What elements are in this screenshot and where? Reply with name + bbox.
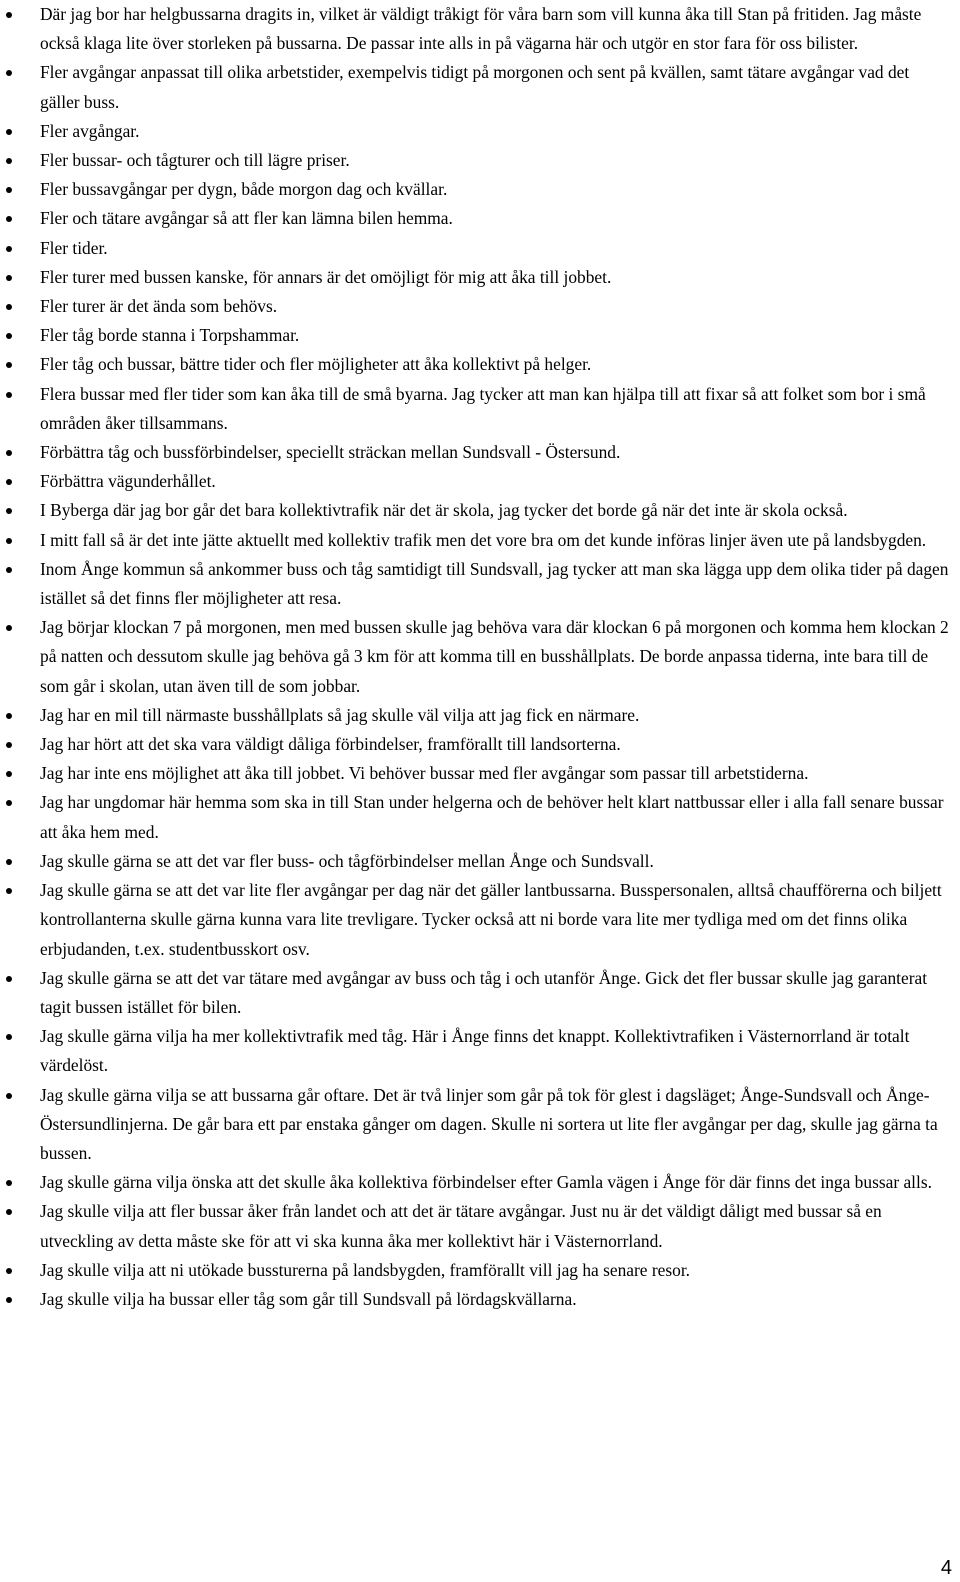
list-item-text: Fler turer med bussen kanske, för annars är det omöjligt för mig att åka till jobbet.: [40, 266, 612, 287]
list-item-text: Fler avgångar anpassat till olika arbetstider, exempelvis tidigt på morgonen och sent på kvällen, samt tätare avgångar vad det gäller buss.: [40, 62, 910, 112]
list-item: [40, 438, 952, 467]
list-item: [40, 1256, 952, 1285]
list-item: [40, 380, 952, 438]
bullet-icon: [6, 12, 12, 18]
list-item: [40, 730, 952, 759]
bullet-icon: [6, 129, 12, 135]
bullet-icon: [6, 450, 12, 456]
list-item: [40, 964, 952, 1022]
list-item: [40, 117, 952, 146]
bullet-icon: [6, 333, 12, 339]
list-item-text: Jag har hört att det ska vara väldigt dåliga förbindelser, framförallt till landsorterna.: [40, 734, 621, 755]
list-item-text: Fler avgångar.: [40, 120, 140, 141]
bullet-icon: [6, 70, 12, 76]
bullet-icon: [6, 1093, 12, 1099]
list-item-text: Jag har en mil till närmaste busshållplats så jag skulle väl vilja att jag fick en närmare.: [40, 704, 640, 725]
bullet-icon: [6, 625, 12, 631]
list-item-text: Flera bussar med fler tider som kan åka till de små byarna. Jag tycker att man kan hjälpa till att fixar så att folket som bor i små områden åker tillsammans.: [40, 383, 926, 433]
list-item-text: Fler tåg och bussar, bättre tider och fler möjligheter att åka kollektivt på helger.: [40, 354, 592, 375]
list-item-text: Jag skulle gärna vilja ha mer kollektivtrafik med tåg. Här i Ånge finns det knappt. Kollektivtrafiken i Västernorrland är totalt värdelöst.: [40, 1026, 910, 1076]
list-item: [40, 613, 952, 701]
list-item-text: Fler bussar- och tågturer och till lägre priser.: [40, 150, 350, 171]
list-item: [40, 263, 952, 292]
bullet-icon: [6, 1180, 12, 1186]
list-item-text: Fler tider.: [40, 237, 108, 258]
list-item: [40, 0, 952, 58]
list-item: [40, 321, 952, 350]
list-item: [40, 292, 952, 321]
bullet-icon: [6, 800, 12, 806]
list-item-text: Jag skulle vilja att fler bussar åker från landet och att det är tätare avgångar. Just nu är det väldigt dåligt med bussar så en utveckling av detta måste ske för att vi ska kunna åka mer kollektivt här i Västernorrland.: [40, 1201, 882, 1251]
list-item: [40, 350, 952, 379]
list-item-text: Jag skulle gärna se att det var lite fler avgångar per dag när det gäller lantbussarna. Busspersonalen, alltså chaufförerna och biljett kontrollanterna skulle gärna kunna vara lite trevligare. Tycker också att ni borde vara lite mer tydliga med om det finns olika erbjudanden, t.ex. studentbusskort osv.: [40, 880, 942, 959]
list-item: [40, 701, 952, 730]
list-item-text: Jag har inte ens möjlighet att åka till jobbet. Vi behöver bussar med fler avgångar som passar till arbetstiderna.: [40, 763, 809, 784]
bullet-icon: [6, 362, 12, 368]
list-item-text: Jag skulle vilja ha bussar eller tåg som går till Sundsvall på lördagskvällarna.: [40, 1288, 577, 1309]
list-item-text: Fler och tätare avgångar så att fler kan lämna bilen hemma.: [40, 208, 453, 229]
list-item: [40, 1168, 952, 1197]
list-item-text: I mitt fall så är det inte jätte aktuellt med kollektiv trafik men det vore bra om det kunde införas linjer även ute på landsbygden.: [40, 529, 927, 550]
bullet-icon: [6, 304, 12, 310]
list-item: [40, 555, 952, 613]
list-item-text: Inom Ånge kommun så ankommer buss och tåg samtidigt till Sundsvall, jag tycker att man ska lägga upp dem olika tider på dagen istället så det finns fler möjligheter att resa.: [40, 558, 949, 609]
list-item: [40, 759, 952, 788]
bullet-icon: [6, 1297, 12, 1303]
page-number: 4: [940, 1557, 952, 1579]
list-item-text: Jag skulle gärna vilja se att bussarna går oftare. Det är två linjer som går på tok för glest i dagsläget; Ånge-Sundsvall och Ånge-Östersundlinjerna. De går bara ett par enstaka gånger om dagen. Skulle ni sortera ut lite fler avgångar per dag, skulle jag gärna ta bussen.: [40, 1084, 938, 1163]
list-item: [40, 788, 952, 846]
list-item: [40, 204, 952, 233]
bullet-list: [40, 0, 952, 1314]
bullet-icon: [6, 187, 12, 193]
list-item-text: Fler bussavgångar per dygn, både morgon dag och kvällar.: [40, 179, 448, 200]
bullet-icon: [6, 771, 12, 777]
bullet-icon: [6, 392, 12, 398]
bullet-icon: [6, 742, 12, 748]
list-item-text: Jag skulle gärna vilja önska att det skulle åka kollektiva förbindelser efter Gamla vägen i Ånge för där finns det inga bussar alls.: [40, 1172, 932, 1193]
list-item: [40, 146, 952, 175]
list-item-text: Jag skulle gärna se att det var fler buss- och tågförbindelser mellan Ånge och Sundsvall.: [40, 850, 654, 871]
list-item: [40, 496, 952, 525]
bullet-icon: [6, 479, 12, 485]
bullet-icon: [6, 508, 12, 514]
list-item: [40, 1197, 952, 1255]
list-item-text: Fler tåg borde stanna i Torpshammar.: [40, 325, 300, 346]
bullet-icon: [6, 888, 12, 894]
bullet-icon: [6, 158, 12, 164]
list-item-text: I Byberga där jag bor går det bara kollektivtrafik när det är skola, jag tycker det borde gå när det inte är skola också.: [40, 500, 848, 521]
list-item-text: Förbättra vägunderhållet.: [40, 471, 216, 492]
list-item-text: Där jag bor har helgbussarna dragits in, vilket är väldigt tråkigt för våra barn som vill kunna åka till Stan på fritiden. Jag måste också klaga lite över storleken på bussarna. De passar inte alls in på vägarna här och utgör en stor fara för oss bilister.: [40, 4, 922, 54]
list-item-text: Förbättra tåg och bussförbindelser, speciellt sträckan mellan Sundsvall - Östersund.: [40, 442, 621, 463]
bullet-icon: [6, 1034, 12, 1040]
list-item-text: Jag har ungdomar här hemma som ska in till Stan under helgerna och de behöver helt klart nattbussar eller i alla fall senare bussar att åka hem med.: [40, 792, 944, 842]
list-item-text: Jag skulle gärna se att det var tätare med avgångar av buss och tåg i och utanför Ånge. Gick det fler bussar skulle jag garanterat tagit bussen istället för bilen.: [40, 967, 928, 1017]
bullet-icon: [6, 976, 12, 982]
list-item: [40, 876, 952, 964]
list-item: [40, 1022, 952, 1080]
list-item-text: Jag skulle vilja att ni utökade bussturerna på landsbygden, framförallt vill jag ha senare resor.: [40, 1259, 691, 1280]
bullet-icon: [6, 538, 12, 544]
list-item: [40, 175, 952, 204]
list-item: [40, 1285, 952, 1314]
bullet-icon: [6, 1209, 12, 1215]
bullet-icon: [6, 216, 12, 222]
list-item-text: Jag börjar klockan 7 på morgonen, men med bussen skulle jag behöva vara där klockan 6 på morgonen och komma hem klockan 2 på natten och dessutom skulle jag behöva gå 3 km för att komma till en busshållplats. De borde anpassa tiderna, inte bara till de som går i skolan, utan även till de som jobbar.: [40, 617, 949, 696]
list-item: [40, 234, 952, 263]
list-item: [40, 58, 952, 116]
list-item-text: Fler turer är det ända som behövs.: [40, 296, 278, 317]
list-item: [40, 526, 952, 555]
bullet-icon: [6, 275, 12, 281]
bullet-icon: [6, 859, 12, 865]
bullet-icon: [6, 713, 12, 719]
bullet-icon: [6, 246, 12, 252]
bullet-icon: [6, 567, 12, 573]
list-item: [40, 467, 952, 496]
list-item: [40, 847, 952, 876]
bullet-icon: [6, 1268, 12, 1274]
list-item: [40, 1081, 952, 1169]
